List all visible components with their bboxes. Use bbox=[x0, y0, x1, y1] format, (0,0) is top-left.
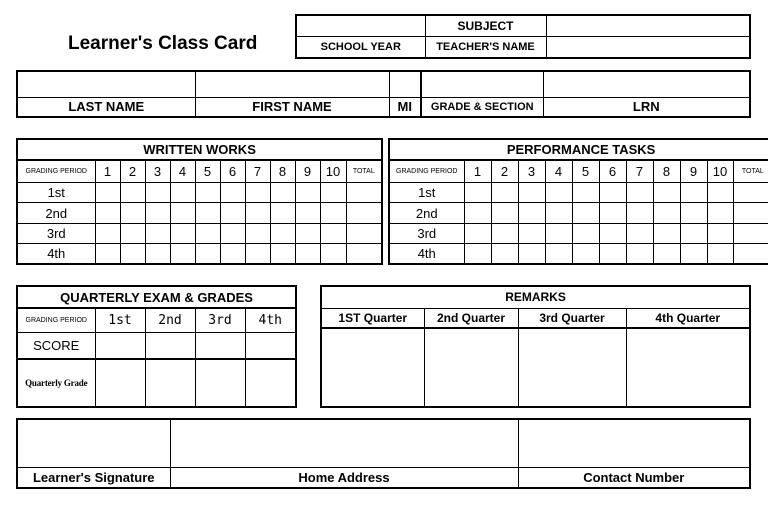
table-row bbox=[17, 203, 382, 223]
score-cell[interactable] bbox=[145, 223, 170, 243]
column-header: 5 bbox=[572, 160, 599, 182]
score-cell[interactable] bbox=[491, 244, 518, 264]
score-cell[interactable] bbox=[95, 203, 120, 223]
score-cell[interactable] bbox=[170, 203, 195, 223]
grading-period-label: GRADING PERIOD bbox=[17, 160, 95, 182]
signature-label: Learner's Signature bbox=[17, 467, 170, 488]
footer-table bbox=[16, 418, 751, 489]
score-cell[interactable] bbox=[295, 203, 320, 223]
score-cell[interactable] bbox=[599, 183, 626, 203]
quarterly-exam-table bbox=[16, 285, 297, 408]
mi-label: MI bbox=[389, 97, 421, 117]
score-cell[interactable] bbox=[245, 244, 270, 264]
score-cell[interactable] bbox=[518, 244, 545, 264]
score-cell[interactable] bbox=[599, 244, 626, 264]
score-cell[interactable] bbox=[707, 183, 733, 203]
column-header: 2 bbox=[120, 160, 145, 182]
score-cell[interactable] bbox=[680, 223, 707, 243]
table-row bbox=[321, 328, 750, 407]
score-cell[interactable] bbox=[95, 244, 120, 264]
contact-number-label: Contact Number bbox=[518, 467, 750, 488]
column-header: 7 bbox=[626, 160, 653, 182]
column-header: 4th Quarter bbox=[626, 308, 750, 328]
score-cell[interactable] bbox=[245, 333, 296, 359]
score-cell[interactable] bbox=[626, 223, 653, 243]
contact-number-value[interactable] bbox=[518, 419, 750, 467]
grade-cell[interactable] bbox=[95, 359, 145, 407]
teacher-name-label: TEACHER'S NAME bbox=[425, 36, 546, 58]
column-header: 8 bbox=[270, 160, 295, 182]
quarterly-header-row bbox=[17, 308, 296, 332]
score-cell[interactable] bbox=[545, 244, 572, 264]
table-row bbox=[17, 244, 382, 264]
remarks-cell[interactable] bbox=[626, 328, 750, 407]
score-cell[interactable] bbox=[145, 183, 170, 203]
score-cell[interactable] bbox=[195, 244, 220, 264]
total-cell[interactable] bbox=[733, 223, 768, 243]
total-cell[interactable] bbox=[346, 244, 382, 264]
column-header: 10 bbox=[707, 160, 733, 182]
column-header: 3rd Quarter bbox=[518, 308, 626, 328]
column-header: 3rd bbox=[195, 308, 245, 332]
total-cell[interactable] bbox=[346, 223, 382, 243]
first-name-label: FIRST NAME bbox=[195, 97, 389, 117]
learner-info-table bbox=[16, 70, 751, 118]
remarks-cell[interactable] bbox=[518, 328, 626, 407]
score-cell[interactable] bbox=[95, 333, 145, 359]
score-cell[interactable] bbox=[270, 203, 295, 223]
first-name-value[interactable] bbox=[195, 71, 389, 97]
column-header: 1 bbox=[95, 160, 120, 182]
grade-section-label: GRADE & SECTION bbox=[421, 97, 543, 117]
column-header: 2nd bbox=[145, 308, 195, 332]
score-cell[interactable] bbox=[653, 203, 680, 223]
score-cell[interactable] bbox=[145, 333, 195, 359]
column-header: 2 bbox=[491, 160, 518, 182]
score-cell[interactable] bbox=[320, 203, 346, 223]
performance-tasks-header-row bbox=[389, 160, 768, 182]
score-cell[interactable] bbox=[295, 244, 320, 264]
period-label: 3rd bbox=[389, 223, 464, 243]
score-cell[interactable] bbox=[599, 203, 626, 223]
score-cell[interactable] bbox=[707, 223, 733, 243]
table-row bbox=[17, 183, 382, 203]
teacher-name-value[interactable] bbox=[546, 36, 750, 58]
written-works-table bbox=[16, 138, 383, 265]
column-header: 4 bbox=[170, 160, 195, 182]
score-cell[interactable] bbox=[270, 244, 295, 264]
column-header: 1st bbox=[95, 308, 145, 332]
score-cell[interactable] bbox=[220, 244, 245, 264]
home-address-label: Home Address bbox=[170, 467, 518, 488]
quarterly-exam-title: QUARTERLY EXAM & GRADES bbox=[17, 286, 296, 308]
mi-value[interactable] bbox=[389, 71, 421, 97]
quarterly-grade-label: Quarterly Grade bbox=[17, 359, 95, 407]
total-cell[interactable] bbox=[346, 203, 382, 223]
table-row bbox=[389, 183, 768, 203]
remarks-cell[interactable] bbox=[321, 328, 424, 407]
school-year-label: SCHOOL YEAR bbox=[296, 36, 425, 58]
score-cell[interactable] bbox=[653, 244, 680, 264]
score-cell[interactable] bbox=[170, 183, 195, 203]
score-cell[interactable] bbox=[707, 203, 733, 223]
score-cell[interactable] bbox=[626, 244, 653, 264]
table-row bbox=[389, 244, 768, 264]
lrn-label: LRN bbox=[543, 97, 750, 117]
header-table bbox=[295, 14, 751, 59]
signature-value[interactable] bbox=[17, 419, 170, 467]
score-cell[interactable] bbox=[120, 183, 145, 203]
score-cell[interactable] bbox=[599, 223, 626, 243]
column-header: 9 bbox=[680, 160, 707, 182]
score-cell[interactable] bbox=[680, 183, 707, 203]
score-cell[interactable] bbox=[320, 223, 346, 243]
school-year-value[interactable] bbox=[296, 15, 425, 36]
score-cell[interactable] bbox=[120, 203, 145, 223]
score-cell[interactable] bbox=[320, 183, 346, 203]
grade-section-value[interactable] bbox=[421, 71, 543, 97]
score-cell[interactable] bbox=[220, 223, 245, 243]
score-label: SCORE bbox=[17, 333, 95, 359]
score-cell[interactable] bbox=[680, 244, 707, 264]
total-cell[interactable] bbox=[733, 244, 768, 264]
grade-cell[interactable] bbox=[195, 359, 245, 407]
period-label: 1st bbox=[17, 183, 95, 203]
score-cell[interactable] bbox=[270, 183, 295, 203]
score-cell[interactable] bbox=[245, 223, 270, 243]
score-cell[interactable] bbox=[145, 244, 170, 264]
total-cell[interactable] bbox=[346, 183, 382, 203]
score-cell[interactable] bbox=[195, 203, 220, 223]
column-header: 5 bbox=[195, 160, 220, 182]
score-cell[interactable] bbox=[653, 223, 680, 243]
remarks-title: REMARKS bbox=[321, 286, 750, 308]
table-row bbox=[389, 223, 768, 243]
period-label: 1st bbox=[389, 183, 464, 203]
total-cell[interactable] bbox=[733, 183, 768, 203]
score-cell[interactable] bbox=[145, 203, 170, 223]
column-header: 1 bbox=[464, 160, 491, 182]
column-header: 3 bbox=[145, 160, 170, 182]
score-cell[interactable] bbox=[545, 183, 572, 203]
last-name-value[interactable] bbox=[17, 71, 195, 97]
period-label: 3rd bbox=[17, 223, 95, 243]
score-cell[interactable] bbox=[491, 223, 518, 243]
column-header: 7 bbox=[245, 160, 270, 182]
column-header: 8 bbox=[653, 160, 680, 182]
remarks-header-row bbox=[321, 308, 750, 328]
total-cell[interactable] bbox=[733, 203, 768, 223]
total-label: TOTAL bbox=[733, 160, 768, 182]
column-header: 6 bbox=[220, 160, 245, 182]
score-cell[interactable] bbox=[295, 223, 320, 243]
column-header: 10 bbox=[320, 160, 346, 182]
table-row bbox=[17, 223, 382, 243]
score-cell[interactable] bbox=[220, 183, 245, 203]
column-header: 4 bbox=[545, 160, 572, 182]
remarks-cell[interactable] bbox=[424, 328, 518, 407]
score-cell[interactable] bbox=[464, 223, 491, 243]
score-cell[interactable] bbox=[626, 183, 653, 203]
written-works-title: WRITTEN WORKS bbox=[17, 139, 382, 160]
score-cell[interactable] bbox=[195, 223, 220, 243]
score-cell[interactable] bbox=[245, 183, 270, 203]
score-cell[interactable] bbox=[545, 223, 572, 243]
column-header: 1ST Quarter bbox=[321, 308, 424, 328]
grade-cell[interactable] bbox=[145, 359, 195, 407]
score-cell[interactable] bbox=[518, 223, 545, 243]
score-cell[interactable] bbox=[170, 223, 195, 243]
column-header: 9 bbox=[295, 160, 320, 182]
score-cell[interactable] bbox=[464, 203, 491, 223]
written-works-header-row bbox=[17, 160, 382, 182]
period-label: 2nd bbox=[389, 203, 464, 223]
subject-label: SUBJECT bbox=[425, 15, 546, 36]
score-cell[interactable] bbox=[245, 203, 270, 223]
score-cell[interactable] bbox=[120, 244, 145, 264]
score-cell[interactable] bbox=[491, 203, 518, 223]
score-cell[interactable] bbox=[320, 244, 346, 264]
page-title: Learner's Class Card bbox=[68, 33, 258, 54]
remarks-table bbox=[320, 285, 751, 408]
period-label: 4th bbox=[389, 244, 464, 264]
column-header: 6 bbox=[599, 160, 626, 182]
score-cell[interactable] bbox=[680, 203, 707, 223]
table-row bbox=[17, 333, 296, 359]
score-cell[interactable] bbox=[295, 183, 320, 203]
table-row bbox=[17, 359, 296, 407]
score-cell[interactable] bbox=[518, 203, 545, 223]
score-cell[interactable] bbox=[120, 223, 145, 243]
score-cell[interactable] bbox=[572, 244, 599, 264]
score-cell[interactable] bbox=[195, 333, 245, 359]
period-label: 2nd bbox=[17, 203, 95, 223]
score-cell[interactable] bbox=[270, 223, 295, 243]
home-address-value[interactable] bbox=[170, 419, 518, 467]
score-cell[interactable] bbox=[518, 183, 545, 203]
table-row bbox=[389, 203, 768, 223]
grading-period-label: GRADING PERIOD bbox=[389, 160, 464, 182]
score-cell[interactable] bbox=[626, 203, 653, 223]
score-cell[interactable] bbox=[195, 183, 220, 203]
score-cell[interactable] bbox=[95, 223, 120, 243]
performance-tasks-table bbox=[388, 138, 768, 265]
score-cell[interactable] bbox=[220, 203, 245, 223]
score-cell[interactable] bbox=[491, 183, 518, 203]
column-header: 2nd Quarter bbox=[424, 308, 518, 328]
score-cell[interactable] bbox=[707, 244, 733, 264]
score-cell[interactable] bbox=[464, 244, 491, 264]
grade-cell[interactable] bbox=[245, 359, 296, 407]
lrn-value[interactable] bbox=[543, 71, 750, 97]
total-label: TOTAL bbox=[346, 160, 382, 182]
column-header: 4th bbox=[245, 308, 296, 332]
period-label: 4th bbox=[17, 244, 95, 264]
last-name-label: LAST NAME bbox=[17, 97, 195, 117]
column-header: 3 bbox=[518, 160, 545, 182]
subject-value[interactable] bbox=[546, 15, 750, 36]
score-cell[interactable] bbox=[572, 223, 599, 243]
score-cell[interactable] bbox=[170, 244, 195, 264]
score-cell[interactable] bbox=[572, 183, 599, 203]
performance-tasks-title: PERFORMANCE TASKS bbox=[389, 139, 768, 160]
score-cell[interactable] bbox=[545, 203, 572, 223]
score-cell[interactable] bbox=[653, 183, 680, 203]
score-cell[interactable] bbox=[95, 183, 120, 203]
score-cell[interactable] bbox=[572, 203, 599, 223]
grading-period-label: GRADING PERIOD bbox=[17, 308, 95, 332]
score-cell[interactable] bbox=[464, 183, 491, 203]
